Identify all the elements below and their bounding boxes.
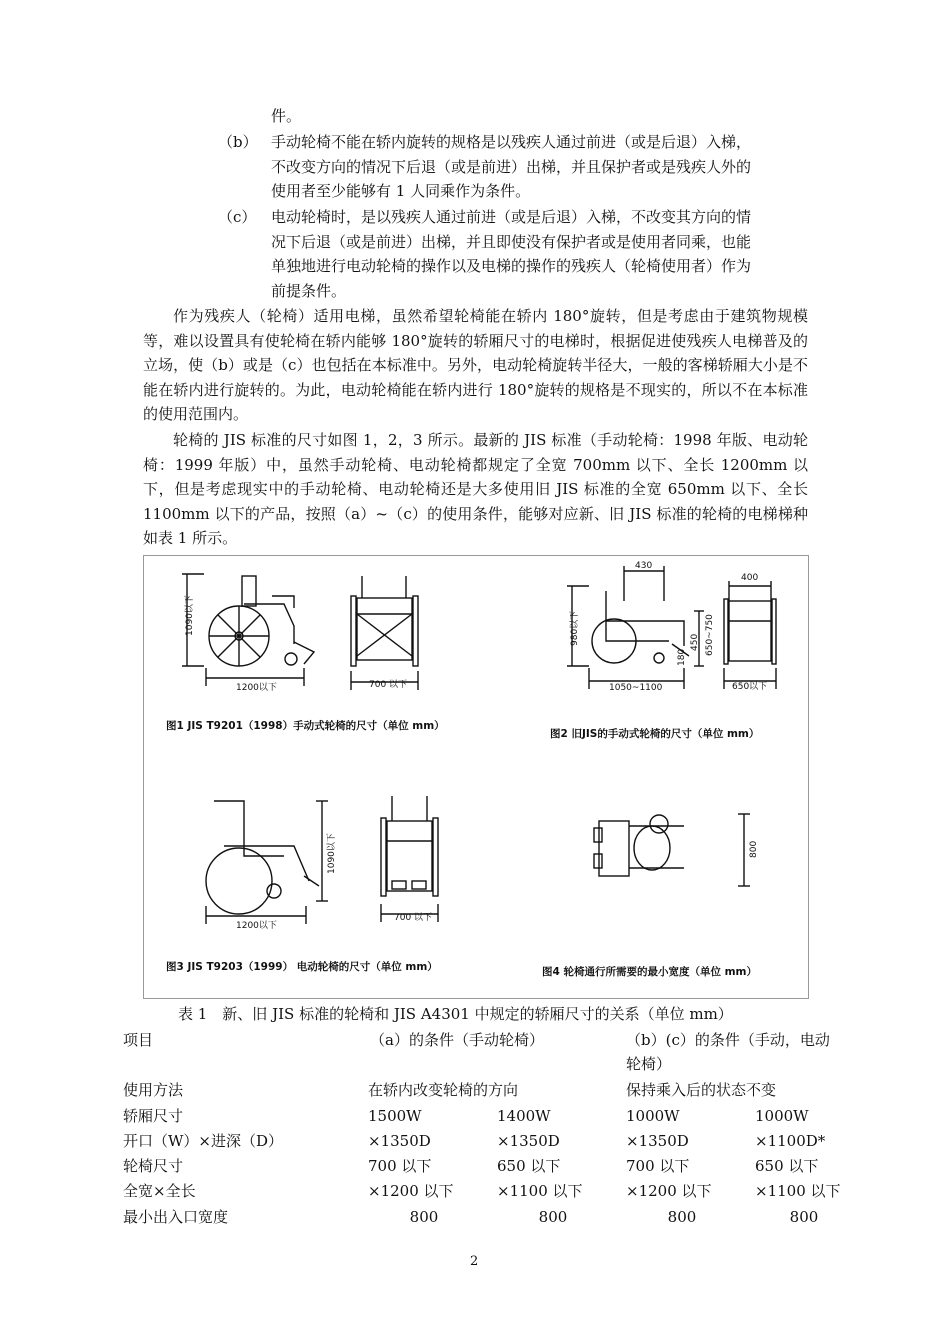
car-w-cell: 1000W [626, 1107, 680, 1125]
door-cell: 800 [789, 1208, 819, 1226]
fig2-caption: 图2 旧JIS的手动式轮椅的尺寸（单位 mm） [550, 728, 760, 740]
door-cell: 800 [538, 1208, 568, 1226]
item-c-label: （c） [218, 208, 257, 226]
item-b-label: （b） [218, 133, 258, 151]
row-chair-label-2: 全宽×全长 [123, 1182, 196, 1200]
row-car-label-2: 开口（W）×进深（D） [123, 1132, 284, 1150]
fig2-front-view [724, 599, 776, 664]
car-d-cell: ×1350D [497, 1132, 560, 1150]
fig2-arm-label: 650~750 [705, 614, 715, 656]
fig1-length-label: 1200以下 [236, 683, 277, 693]
item-c-line: 电动轮椅时，是以残疾人通过前进（或是后退）入梯，不改变其方向的情 [271, 208, 752, 226]
fig2-length-label: 1050~1100 [609, 683, 663, 693]
table-header-a: （a）的条件（手动轮椅） [370, 1031, 544, 1049]
fig3-side-view [206, 801, 319, 914]
item-b-line: 不改变方向的情况下后退（或是前进）出梯，并且保护者或是残疾人外的 [271, 157, 752, 176]
car-w-cell: 1400W [497, 1107, 551, 1125]
item-c-line: 单独地进行电动轮椅的操作以及电梯的操作的残疾人（轮椅使用者）作为 [271, 257, 752, 276]
car-d-cell: ×1100D* [755, 1132, 826, 1150]
car-d-cell: ×1350D [368, 1132, 431, 1150]
paragraph-1: 作为残疾人（轮椅）适用电梯，虽然希望轮椅能在轿内 180°旋转，但是考虑由于建筑物规模等，难以设置具有使轮椅在轿内能够 180°旋转的轿厢尺寸的电梯时，根据促进使残疾人电梯普及的立场，使（b）或是（c）也包括在本标准中。另外，电动轮椅旋转半径大，一般的客梯轿厢大小是不能在轿内进行旋转的。为此，电动轮椅能在轿内进行 180°旋转的规格是不现实的，所以不在本标准的使用范围内。 [143, 307, 808, 424]
fig4-top-view [594, 815, 684, 876]
chair-w-cell: 700 以下 [368, 1157, 432, 1175]
row-car-label: 轿厢尺寸 [123, 1107, 184, 1125]
fig4-caption: 图4 轮椅通行所需要的最小宽度（单位 mm） [542, 966, 757, 978]
fig3-height-label: 1090以下 [327, 833, 337, 874]
fig2-width-label: 650以下 [732, 682, 768, 692]
fig3-caption: 图3 JIS T9203（1999） 电动轮椅的尺寸（单位 mm） [166, 961, 438, 973]
row-usage-bc: 保持乘入后的状态不变 [626, 1081, 777, 1099]
table-title: 表 1 新、旧 JIS 标准的轮椅和 JIS A4301 中规定的轿厢尺寸的关系（单位 mm） [178, 1005, 733, 1023]
continuation-text: 件。 [271, 107, 302, 125]
fig1-caption: 图1 JIS T9201（1998）手动式轮椅的尺寸（单位 mm） [166, 720, 445, 732]
fig2-small-label: 180 [677, 648, 687, 666]
item-c-body [271, 205, 808, 303]
fig3-front-view [381, 796, 438, 896]
fig3-length-label: 1200以下 [236, 921, 277, 931]
item-b-line: 使用者至少能够有 1 人同乘作为条件。 [271, 182, 531, 201]
fig2-side-view [592, 591, 689, 663]
wheelchair-figures [144, 556, 808, 998]
chair-l-cell: ×1200 以下 [368, 1182, 454, 1200]
chair-l-cell: ×1100 以下 [755, 1182, 841, 1200]
fig1-width-label: 700 以下 [369, 680, 408, 690]
chair-l-cell: ×1100 以下 [497, 1182, 583, 1200]
fig2-seat-label: 450 [690, 633, 700, 651]
chair-w-cell: 700 以下 [626, 1157, 690, 1175]
table-header-item: 项目 [123, 1031, 154, 1049]
item-b-line: 手动轮椅不能在轿内旋转的规格是以残疾人通过前进（或是后退）入梯， [271, 133, 752, 151]
fig1-side-view [209, 576, 314, 666]
chair-l-cell: ×1200 以下 [626, 1182, 712, 1200]
fig2-top-label: 430 [635, 561, 653, 571]
row-usage-a: 在轿内改变轮椅的方向 [368, 1081, 519, 1099]
item-c-line: 前提条件。 [271, 281, 347, 300]
fig1-front-view [351, 576, 418, 666]
table-header-bc: （b）(c）的条件（手动，电动 [626, 1031, 830, 1049]
row-usage-label: 使用方法 [123, 1081, 184, 1099]
car-w-cell: 1500W [368, 1107, 422, 1125]
car-d-cell: ×1350D [626, 1132, 689, 1150]
fig1-height-label: 1090以下 [185, 595, 195, 636]
table-header-bc-cont: 轮椅） [626, 1055, 672, 1073]
page-number: 2 [470, 1254, 479, 1269]
figure-panel [143, 555, 809, 999]
fig3-width-label: 700 以下 [394, 913, 433, 923]
door-cell: 800 [667, 1208, 697, 1226]
item-b-body [271, 130, 808, 204]
row-chair-label: 轮椅尺寸 [123, 1157, 184, 1175]
door-cell: 800 [409, 1208, 439, 1226]
paragraph-2: 轮椅的 JIS 标准的尺寸如图 1，2，3 所示。最新的 JIS 标准（手动轮椅：1998 年版、电动轮椅：1999 年版）中，虽然手动轮椅、电动轮椅都规定了全宽 700mm 以下、全长 1200mm 以下，但是考虑现实中的手动轮椅、电动轮椅还是大多使用旧 JIS 标准的全宽 650mm 以下、全长 1100mm 以下的产品，按照（a）~（c）的使用条件，能够对应新、旧 JIS 标准的轮椅的电梯梯种如表 1 所示。 [143, 431, 808, 548]
row-door-label: 最小出入口宽度 [123, 1208, 229, 1226]
item-c-line: 况下后退（或是前进）出梯，并且即使没有保护者或是使用者同乘，也能 [271, 232, 752, 251]
chair-w-cell: 650 以下 [497, 1157, 561, 1175]
fig2-height-label: 980以下 [570, 610, 580, 646]
fig2-width-top-label: 400 [741, 573, 759, 583]
car-w-cell: 1000W [755, 1107, 809, 1125]
chair-w-cell: 650 以下 [755, 1157, 819, 1175]
fig4-width-label: 800 [749, 840, 759, 858]
